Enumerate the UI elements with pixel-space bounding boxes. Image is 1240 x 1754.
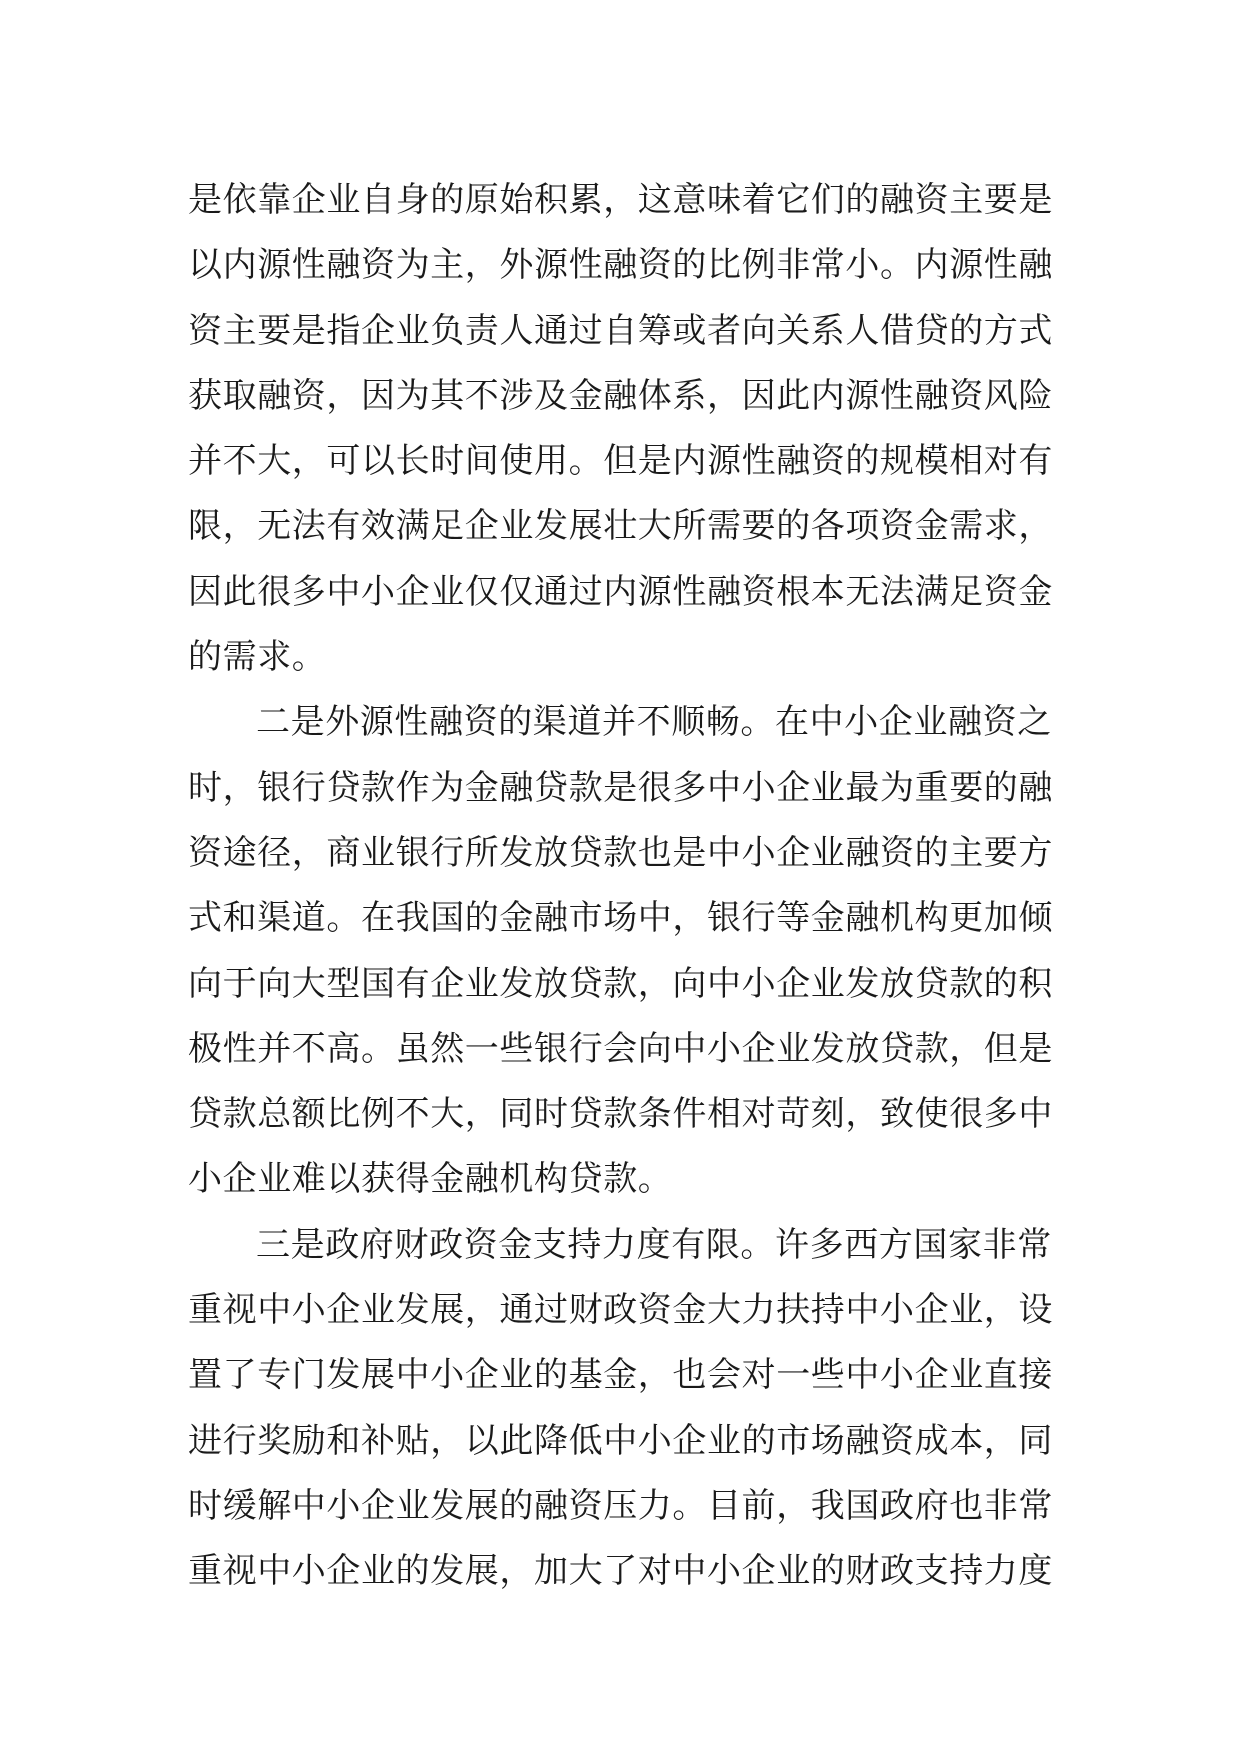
paragraph — [188, 168, 1058, 690]
text-line: 二是外源性融资的渠道并不顺畅。在中小企业融资之 — [256, 702, 1052, 743]
text-line: 贷款总额比例不大，同时贷款条件相对苛刻，致使很多中 — [188, 1094, 1053, 1135]
text-line: 获取融资，因为其不涉及金融体系，因此内源性融资风险 — [188, 375, 1053, 416]
text-line: 极性并不高。虽然一些银行会向中小企业发放贷款，但是 — [188, 1028, 1053, 1069]
text-line: 三是政府财政资金支持力度有限。许多西方国家非常 — [256, 1224, 1052, 1265]
text-line: 向于向大型国有企业发放贷款，向中小企业发放贷款的积 — [188, 963, 1053, 1004]
text-line: 进行奖励和补贴，以此降低中小企业的市场融资成本，同 — [188, 1420, 1053, 1461]
text-line: 的需求。 — [188, 637, 327, 678]
text-line: 是依靠企业自身的原始积累，这意味着它们的融资主要是 — [188, 180, 1053, 220]
text-line: 因此很多中小企业仅仅通过内源性融资根本无法满足资金 — [188, 571, 1053, 612]
text-line: 重视中小企业的发展，加大了对中小企业的财政支持力度 — [188, 1551, 1053, 1592]
text-line: 置了专门发展中小企业的基金，也会对一些中小企业直接 — [188, 1355, 1053, 1396]
text-line: 以内源性融资为主，外源性融资的比例非常小。内源性融 — [188, 245, 1053, 286]
text-line: 并不大，可以长时间使用。但是内源性融资的规模相对有 — [188, 441, 1053, 482]
text-line: 重视中小企业发展，通过财政资金大力扶持中小企业，设 — [188, 1290, 1053, 1331]
text-line: 时，银行贷款作为金融贷款是很多中小企业最为重要的融 — [188, 767, 1053, 808]
body-text — [188, 168, 1058, 1605]
text-line: 资主要是指企业负责人通过自筹或者向关系人借贷的方式 — [188, 310, 1053, 351]
text-line: 式和渠道。在我国的金融市场中，银行等金融机构更加倾 — [188, 898, 1053, 939]
text-line: 限，无法有效满足企业发展壮大所需要的各项资金需求， — [188, 506, 1053, 547]
text-line: 资途径，商业银行所发放贷款也是中小企业融资的主要方 — [188, 832, 1053, 873]
paragraph — [188, 690, 1058, 1212]
text-line: 时缓解中小企业发展的融资压力。目前，我国政府也非常 — [188, 1485, 1053, 1526]
paragraph — [188, 1213, 1058, 1605]
text-line: 小企业难以获得金融机构贷款。 — [188, 1159, 673, 1200]
